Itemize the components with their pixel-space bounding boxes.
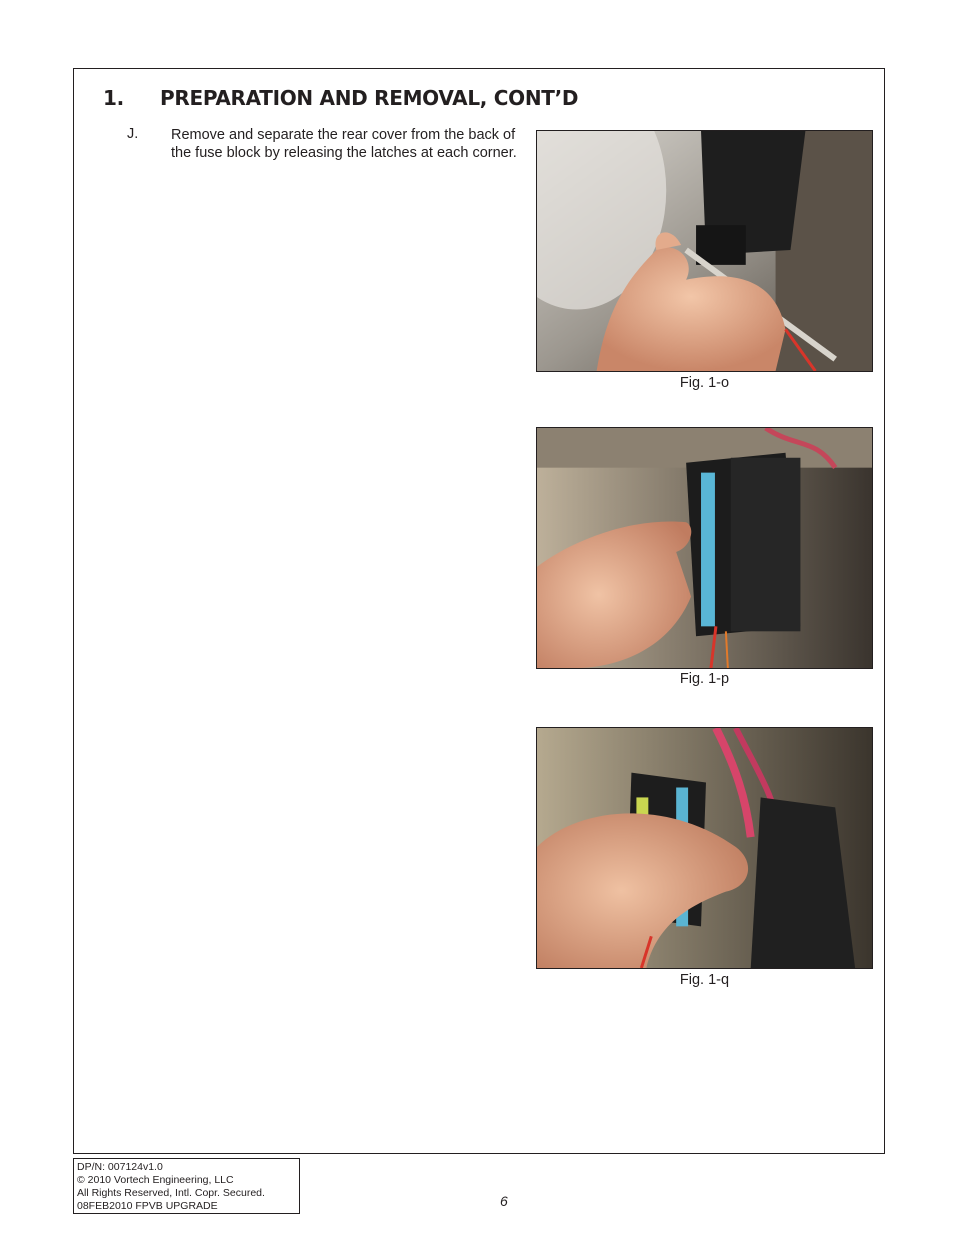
figure-photo-1-o bbox=[536, 130, 873, 372]
figure-photo-1-p-illustration bbox=[537, 428, 872, 668]
section-title: PREPARATION AND REMOVAL, CONT’D bbox=[160, 86, 579, 110]
revision-line: 08FEB2010 FPVB UPGRADE bbox=[77, 1200, 218, 1212]
rights-line: All Rights Reserved, Intl. Copr. Secured. bbox=[77, 1187, 265, 1199]
step-instruction: Remove and separate the rear cover from the back of the fuse block by releasing the latches at each corner. bbox=[171, 127, 517, 161]
figure-caption-1-q: Fig. 1-q bbox=[679, 972, 730, 988]
page-number: 6 bbox=[500, 1193, 508, 1209]
figure-photo-1-q-illustration bbox=[537, 728, 872, 968]
figure-caption-1-p: Fig. 1-p bbox=[679, 671, 730, 687]
section-number: 1. bbox=[103, 86, 124, 110]
copyright-line: © 2010 Vortech Engineering, LLC bbox=[77, 1174, 234, 1186]
figure-photo-1-o-illustration bbox=[537, 131, 872, 371]
figure-caption-1-o: Fig. 1-o bbox=[679, 375, 730, 391]
figure-photo-1-p bbox=[536, 427, 873, 669]
document-info-box bbox=[73, 1158, 300, 1214]
part-number: DP/N: 007124v1.0 bbox=[77, 1161, 163, 1173]
figure-photo-1-q bbox=[536, 727, 873, 969]
section-heading bbox=[103, 86, 578, 110]
step-letter: J. bbox=[127, 126, 139, 142]
